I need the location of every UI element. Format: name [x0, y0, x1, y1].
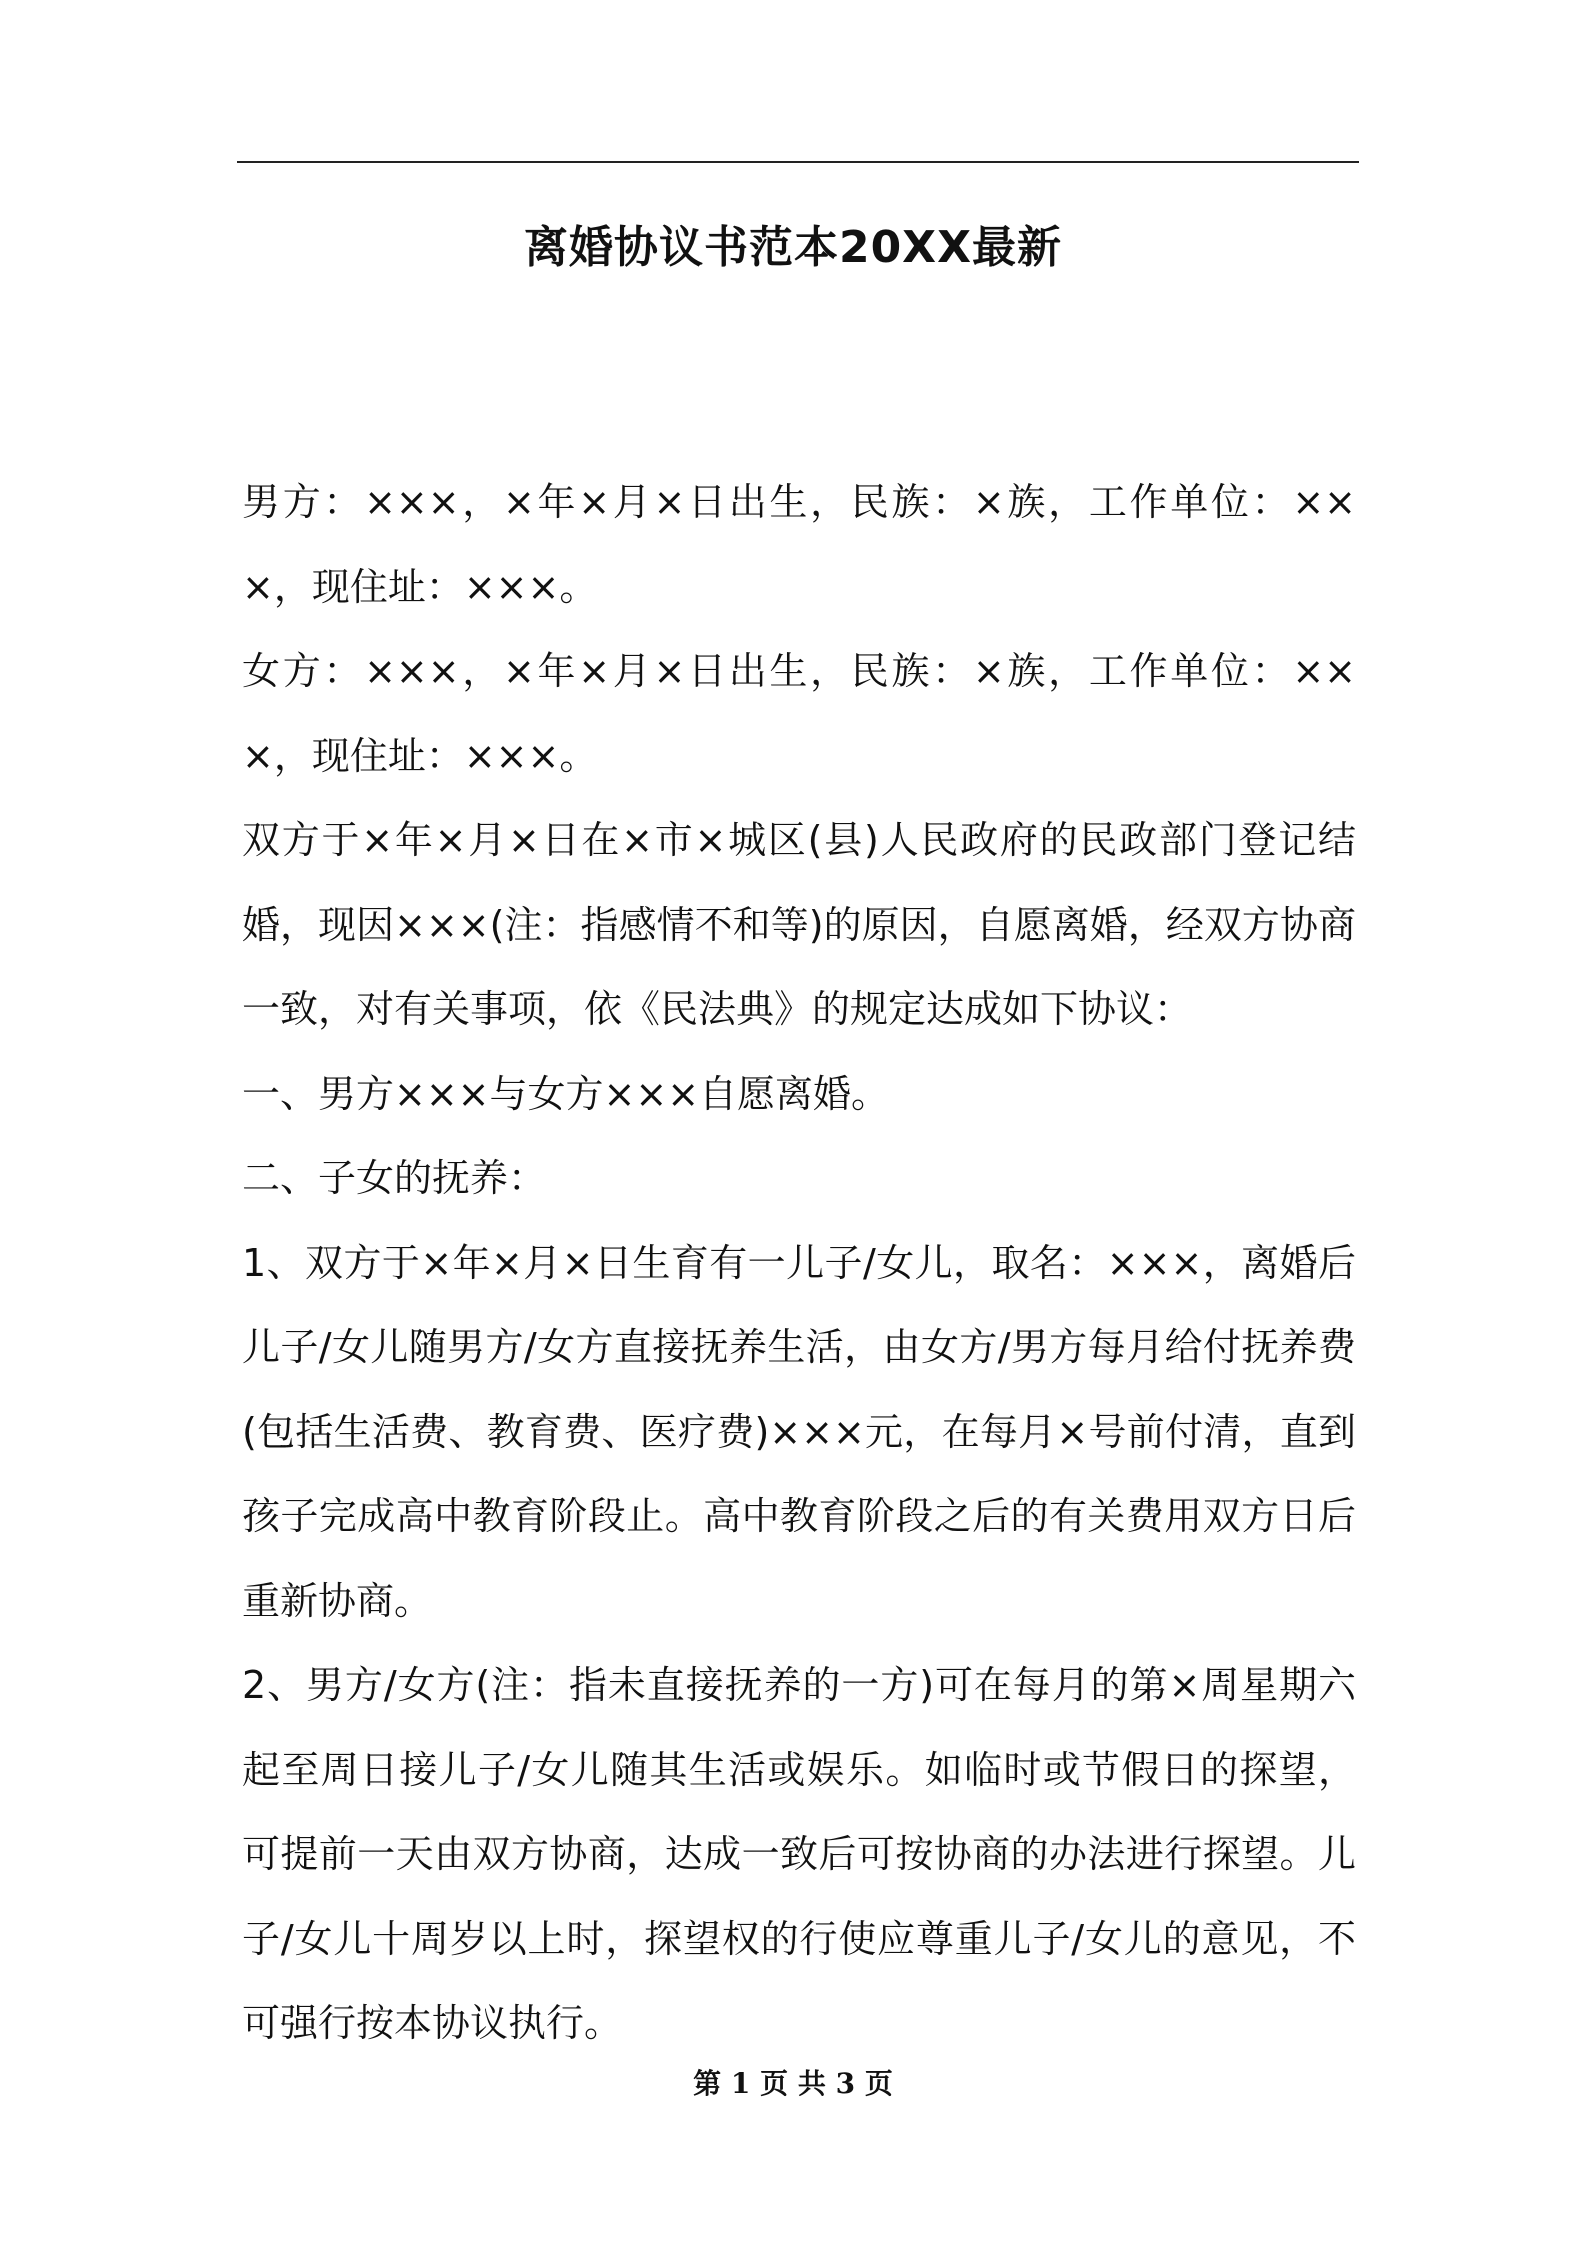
- paragraph-preamble: 双方于×年×月×日在×市×城区(县)人民政府的民政部门登记结婚，现因×××(注：指感情不和等)的原因，自愿离婚，经双方协商一致，对有关事项，依《民法典》的规定达成如下协议：: [242, 818, 1356, 1031]
- paragraph-male-party: 男方：×××，×年×月×日出生，民族：×族，工作单位：×××，现住址：×××。: [242, 480, 1356, 609]
- page-footer: 第 1 页 共 3 页: [693, 2067, 893, 2100]
- paragraph-clause-2-item-1: 1、双方于×年×月×日生育有一儿子/女儿，取名：×××，离婚后儿子/女儿随男方/女方直接抚养生活，由女方/男方每月给付抚养费(包括生活费、教育费、医疗费)×××元，在每月×号前付清，直到孩子完成高中教育阶段止。高中教育阶段之后的有关费用双方日后重新协商。: [242, 1240, 1356, 1623]
- paragraph-clause-2-item-2: 2、男方/女方(注：指未直接抚养的一方)可在每月的第×周星期六起至周日接儿子/女儿随其生活或娱乐。如临时或节假日的探望，可提前一天由双方协商，达成一致后可按协商的办法进行探望。儿子/女儿十周岁以上时，探望权的行使应尊重儿子/女儿的意见，不可强行按本协议执行。: [242, 1663, 1356, 2045]
- paragraph-clause-2-heading: 二、子女的抚养：: [242, 1156, 547, 1200]
- document-body: [242, 460, 1356, 2066]
- paragraph-clause-1: 一、男方×××与女方×××自愿离婚。: [242, 1071, 890, 1116]
- paragraph-female-party: 女方：×××，×年×月×日出生，民族：×族，工作单位：×××，现住址：×××。: [242, 649, 1356, 778]
- header-rule: [237, 161, 1359, 163]
- document-title: 离婚协议书范本20XX最新: [523, 222, 1063, 273]
